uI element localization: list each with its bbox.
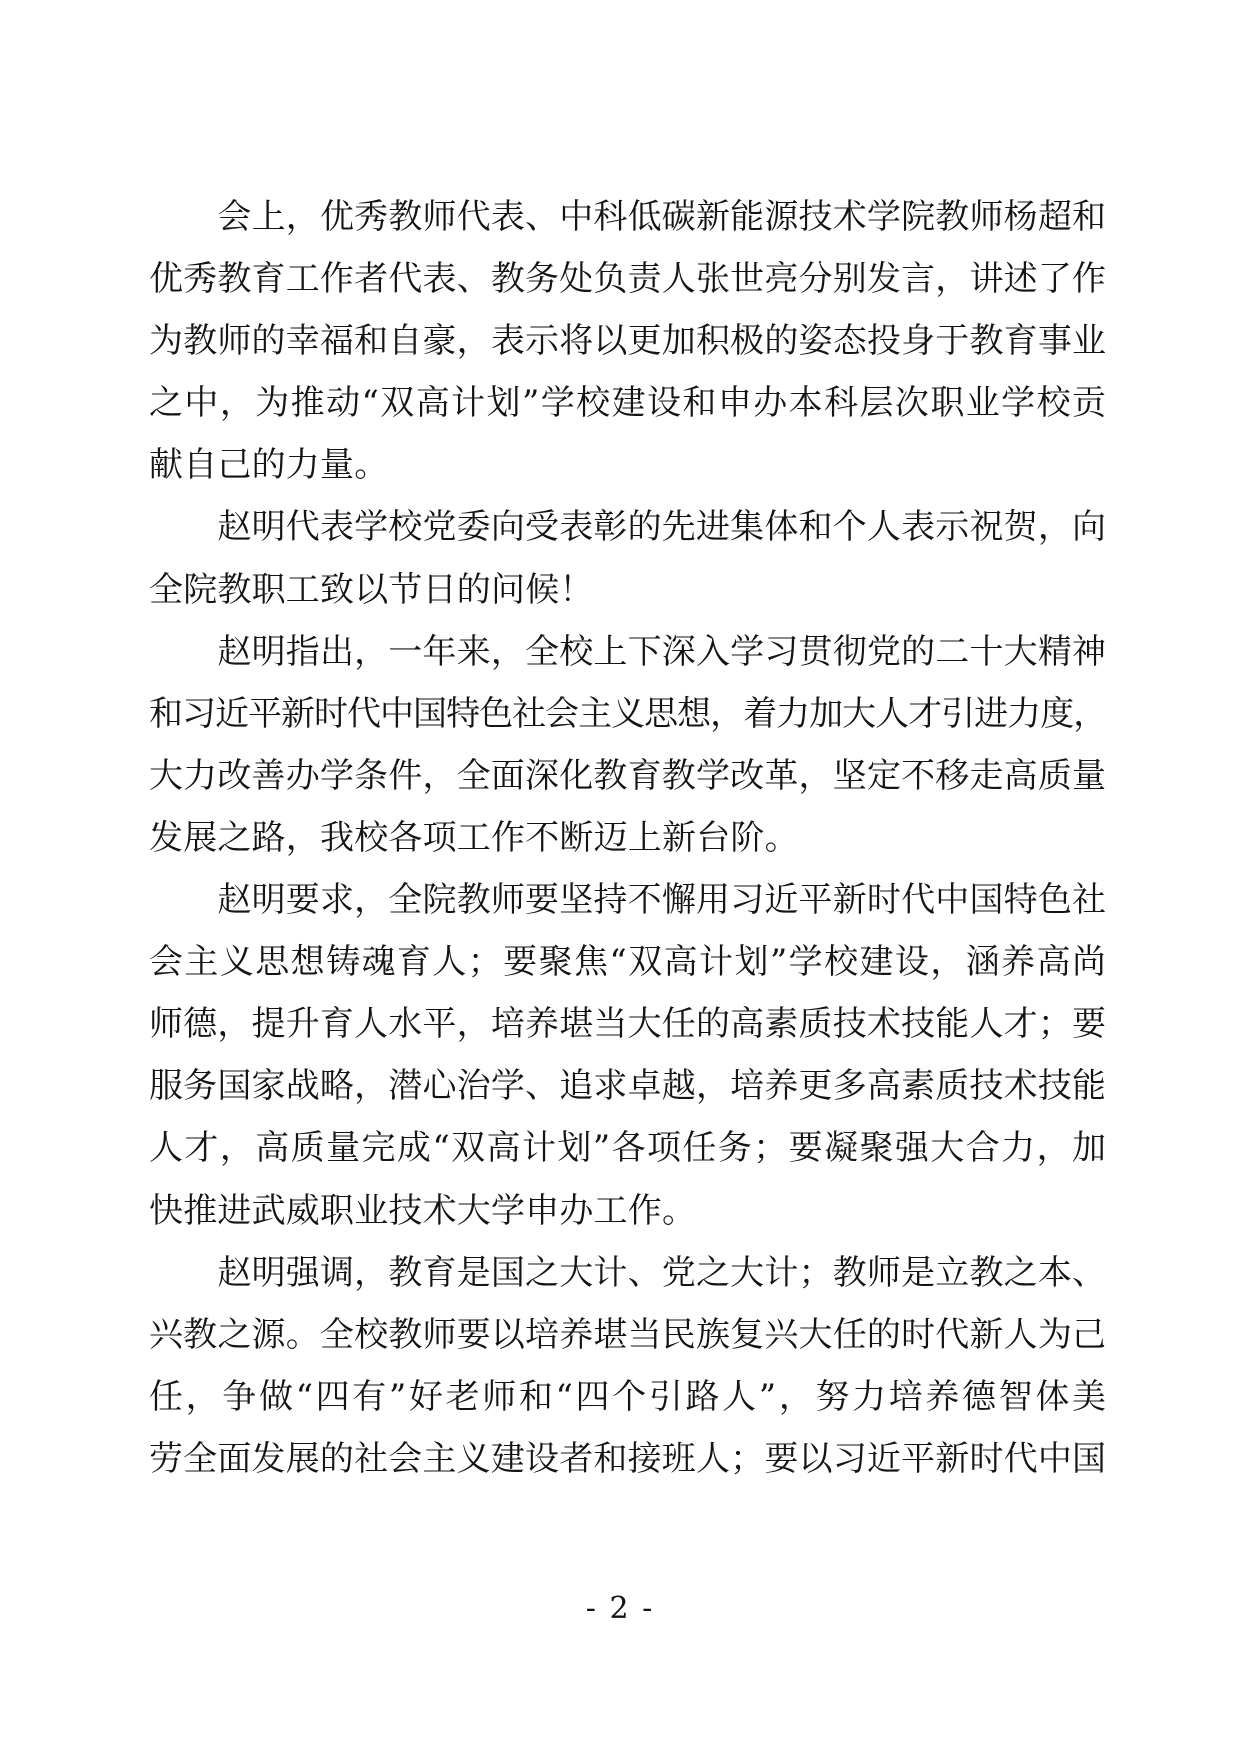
text-line: 赵明指出，一年来，全校上下深入学习贯彻党的二十大精神 <box>217 631 1106 672</box>
text-line: 大力改善办学条件，全面深化教育教学改革，坚定不移走高质量 <box>149 755 1106 796</box>
text-line: 优秀教育工作者代表、教务处负责人张世亮分别发言，讲述了作 <box>149 259 1106 300</box>
paragraph-1 <box>149 186 1106 496</box>
text-line: 兴教之源。全校教师要以培养堪当民族复兴大任的时代新人为己 <box>149 1314 1106 1355</box>
text-line: 赵明代表学校党委向受表彰的先进集体和个人表示祝贺，向 <box>217 507 1106 548</box>
text-line: 献自己的力量。 <box>149 445 389 486</box>
document-body <box>149 186 1106 1490</box>
paragraph-2 <box>149 496 1106 620</box>
text-line: 劳全面发展的社会主义建设者和接班人；要以习近平新时代中国 <box>149 1438 1106 1479</box>
text-line: 师德，提升育人水平，培养堪当大任的高素质技术技能人才；要 <box>149 1004 1106 1045</box>
text-line: 服务国家战略，潜心治学、追求卓越，培养更多高素质技术技能 <box>149 1066 1106 1107</box>
text-line: 和习近平新时代中国特色社会主义思想，着力加大人才引进力度， <box>149 693 1106 734</box>
paragraph-3 <box>149 621 1106 869</box>
text-line: 快推进武威职业技术大学申办工作。 <box>149 1190 697 1231</box>
text-line: 赵明强调，教育是国之大计、党之大计；教师是立教之本、 <box>217 1252 1106 1293</box>
page-number: - 2 - <box>585 1591 655 1626</box>
text-line: 全院教职工致以节日的问候！ <box>149 569 594 610</box>
text-line: 任，争做“四有”好老师和“四个引路人”，努力培养德智体美 <box>149 1376 1106 1417</box>
text-line: 发展之路，我校各项工作不断迈上新台阶。 <box>149 817 799 858</box>
text-line: 为教师的幸福和自豪，表示将以更加积极的姿态投身于教育事业 <box>149 321 1106 362</box>
text-line: 赵明要求，全院教师要坚持不懈用习近平新时代中国特色社 <box>217 880 1106 921</box>
text-line: 会主义思想铸魂育人；要聚焦“双高计划”学校建设，涵养高尚 <box>149 942 1106 983</box>
paragraph-5 <box>149 1242 1106 1490</box>
text-line: 之中，为推动“双高计划”学校建设和申办本科层次职业学校贡 <box>149 383 1106 424</box>
text-line: 会上，优秀教师代表、中科低碳新能源技术学院教师杨超和 <box>217 197 1106 237</box>
paragraph-4 <box>149 869 1106 1242</box>
text-line: 人才，高质量完成“双高计划”各项任务；要凝聚强大合力，加 <box>149 1128 1106 1169</box>
